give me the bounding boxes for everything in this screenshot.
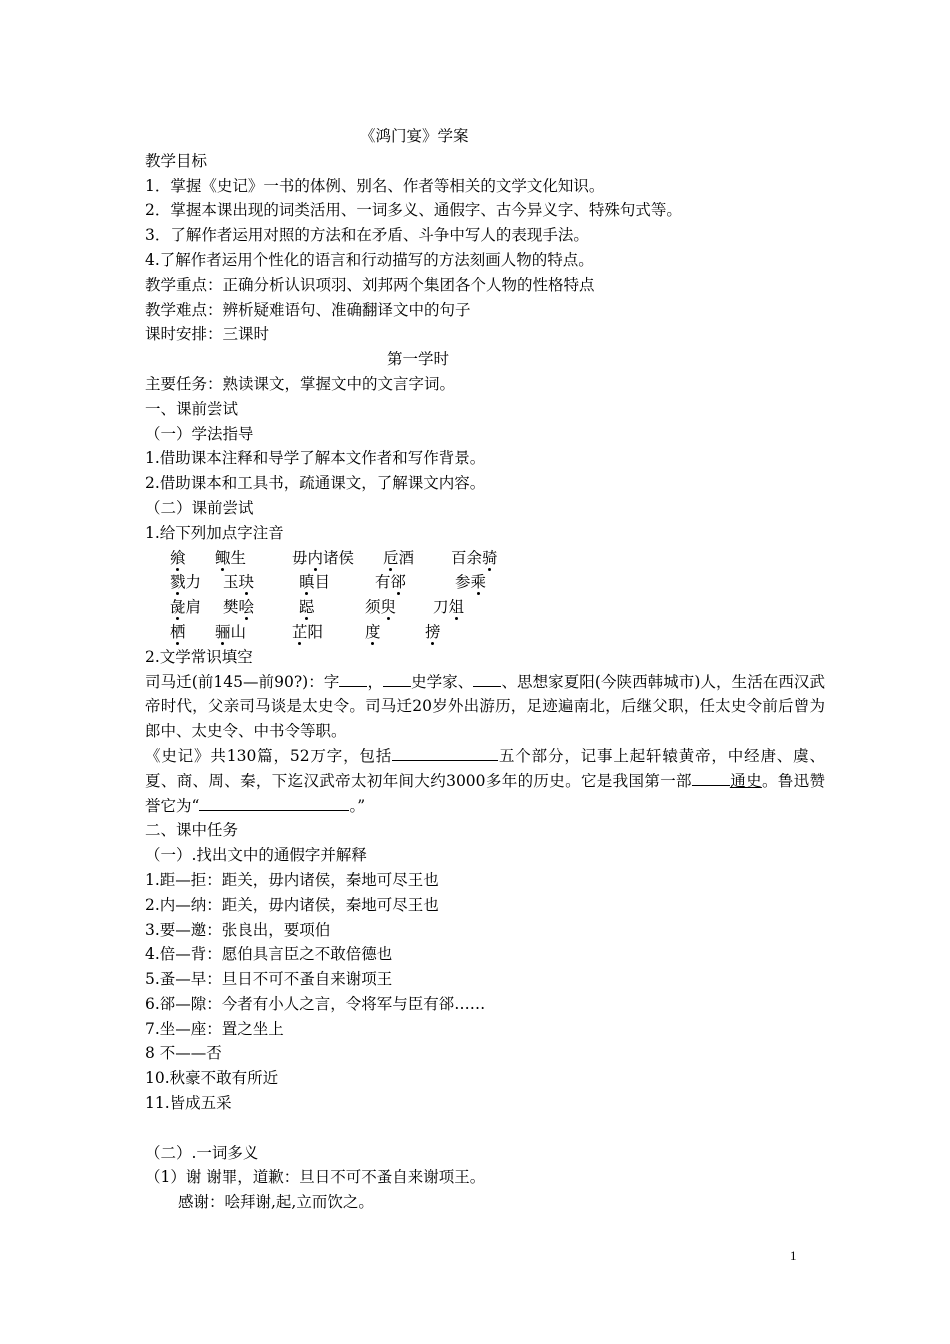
schedule: 课时安排：三课时 bbox=[145, 325, 270, 344]
pinyin-word: 戮力 bbox=[170, 573, 202, 592]
pinyin-word: 栖 bbox=[170, 622, 186, 641]
pinyin-word: 飨 bbox=[170, 548, 186, 567]
tongjia-item: 3.要—邀：张良出，要项伯 bbox=[145, 920, 331, 939]
tongjia-item: 11.皆成五采 bbox=[145, 1094, 232, 1113]
filled-answer: 通史 bbox=[729, 771, 762, 790]
pinyin-word: 瞋目 bbox=[299, 573, 331, 592]
objective-item: 1．掌握《史记》一书的体例、别名、作者等相关的文学文化知识。 bbox=[145, 176, 605, 195]
pinyin-word: 有郤 bbox=[375, 573, 407, 592]
subsection-heading: （二）课前尝试 bbox=[145, 498, 254, 517]
difficulties: 教学难点：辨析疑难语句、准确翻译文中的句子 bbox=[145, 300, 471, 319]
pinyin-word: 刀俎 bbox=[433, 598, 465, 617]
pinyin-word: 度 bbox=[365, 622, 381, 641]
pinyin-word: 彘肩 bbox=[170, 598, 202, 617]
subsection-heading: （一）学法指导 bbox=[145, 424, 254, 443]
tongjia-item: 4.倍—背：愿伯具言臣之不敢倍德也 bbox=[145, 945, 393, 964]
pinyin-heading: 1.给下列加点字注音 bbox=[145, 523, 284, 542]
pinyin-word: 跽 bbox=[299, 598, 315, 617]
subsection-heading: （二）.一词多义 bbox=[145, 1143, 259, 1162]
pinyin-row bbox=[145, 570, 825, 595]
objectives-heading: 教学目标 bbox=[145, 151, 208, 170]
method-item: 1.借助课本注释和导学了解本文作者和写作背景。 bbox=[145, 449, 486, 468]
pinyin-word: 玉玦 bbox=[223, 573, 255, 592]
subsection-heading: （一）.找出文中的通假字并解释 bbox=[145, 846, 367, 865]
section-heading: 二、课中任务 bbox=[145, 821, 239, 840]
tongjia-item: 5.蚤—早：旦日不可不蚤自来谢项王 bbox=[145, 970, 393, 989]
page-number: 1 bbox=[790, 1248, 797, 1263]
tongjia-item: 1.距—拒：距关，毋内诸侯，秦地可尽王也 bbox=[145, 870, 439, 889]
method-item: 2.借助课本和工具书，疏通课文，了解课文内容。 bbox=[145, 474, 486, 493]
lesson-heading: 第一学时 bbox=[387, 350, 450, 369]
pinyin-word: 参乘 bbox=[455, 573, 487, 592]
sima-qian-paragraph: 司马迁(前145—前90?)：字 ， 史学家、 、思想家夏阳(今陕西韩城市)人，生活在西汉武帝时代，父亲司马谈是太史令。司马迁20岁外出游历，足迹遍南北，后继父职，任太史令前后曾为郎中、太史令、中书令等职。 bbox=[145, 672, 825, 741]
pinyin-word: 百余骑 bbox=[451, 548, 498, 567]
pinyin-word: 搒 bbox=[425, 622, 441, 641]
pinyin-word: 鲰生 bbox=[215, 548, 247, 567]
pinyin-row bbox=[145, 620, 825, 645]
fill-blank[interactable] bbox=[392, 746, 498, 761]
pinyin-word: 樊哙 bbox=[223, 598, 255, 617]
fill-blank[interactable] bbox=[199, 796, 349, 811]
fill-blank[interactable] bbox=[339, 672, 367, 687]
pinyin-word: 骊山 bbox=[215, 622, 247, 641]
pinyin-word: 卮酒 bbox=[383, 548, 415, 567]
polysemy-item: 感谢：哙拜谢,起,立而饮之。 bbox=[178, 1193, 374, 1212]
polysemy-item: （1）谢 谢罪，道歉：旦日不可不蚤自来谢项王。 bbox=[145, 1168, 486, 1187]
objective-item: 3．了解作者运用对照的方法和在矛盾、斗争中写人的表现手法。 bbox=[145, 226, 589, 245]
shiji-paragraph: 《史记》共130篇，52万字，包括 五个部分，记事上起轩辕黄帝，中经唐、虞、夏、商、周、秦，下迄汉武帝太初年间大约3000多年的历史。它是我国第一部 通史。鲁迅赞誉它为“ 。” bbox=[145, 746, 825, 815]
fill-blank[interactable] bbox=[383, 672, 411, 687]
tongjia-item: 7.坐—座：置之坐上 bbox=[145, 1019, 284, 1038]
tongjia-item: 6.郤—隙：今者有小人之言，令将军与臣有郤…… bbox=[145, 994, 486, 1013]
objective-item: 4.了解作者运用个性化的语言和行动描写的方法刻画人物的特点。 bbox=[145, 250, 594, 269]
key-points: 教学重点：正确分析认识项羽、刘邦两个集团各个人物的性格特点 bbox=[145, 275, 595, 294]
main-task: 主要任务：熟读课文，掌握文中的文言字词。 bbox=[145, 374, 456, 393]
section-heading: 一、课前尝试 bbox=[145, 399, 239, 418]
pinyin-row bbox=[145, 546, 825, 571]
document-title: 《鸿门宴》学案 bbox=[360, 127, 469, 145]
tongjia-item: 2.内—纳：距关，毋内诸侯，秦地可尽王也 bbox=[145, 895, 439, 914]
pinyin-row bbox=[145, 595, 825, 620]
blank-line bbox=[145, 1116, 825, 1141]
document-body bbox=[145, 124, 825, 1215]
literature-heading: 2.文学常识填空 bbox=[145, 647, 253, 666]
fill-blank[interactable] bbox=[692, 771, 730, 786]
tongjia-item: 10.秋豪不敢有所近 bbox=[145, 1069, 279, 1088]
pinyin-word: 须臾 bbox=[365, 598, 397, 617]
fill-blank[interactable] bbox=[473, 672, 501, 687]
objective-item: 2．掌握本课出现的词类活用、一词多义、通假字、古今异义字、特殊句式等。 bbox=[145, 201, 682, 220]
pinyin-word: 芷阳 bbox=[292, 622, 324, 641]
tongjia-item: 8 不——否 bbox=[145, 1044, 222, 1063]
pinyin-word: 毋内诸侯 bbox=[292, 548, 355, 567]
